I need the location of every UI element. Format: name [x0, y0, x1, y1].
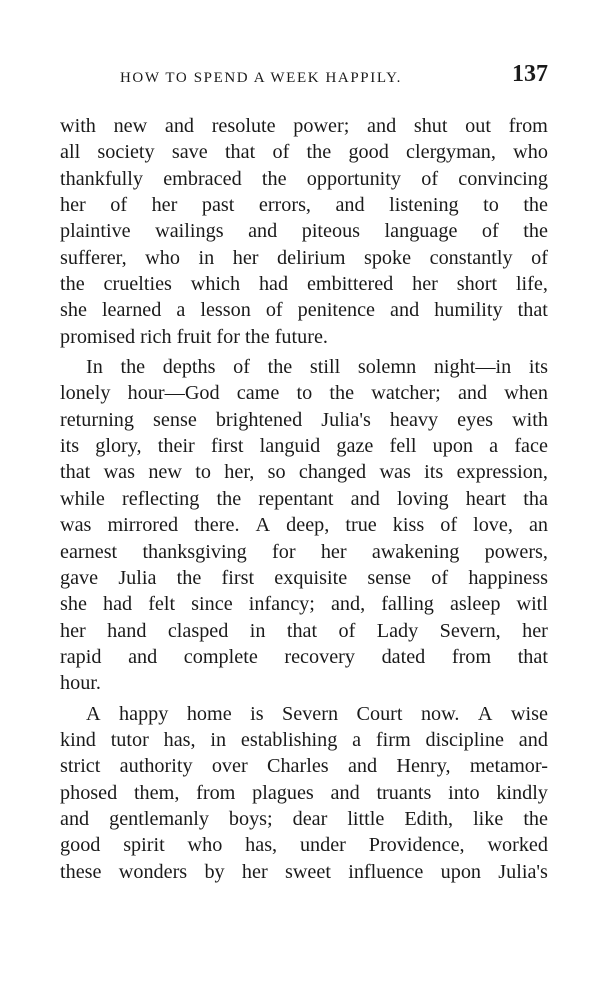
- word: home: [186, 702, 232, 725]
- word: sense: [367, 566, 412, 589]
- word: that: [60, 461, 91, 484]
- word: learned: [101, 299, 162, 322]
- word: had: [102, 593, 133, 616]
- word: in: [198, 246, 215, 269]
- word: clergyman,: [406, 141, 496, 164]
- paragraph-1: [60, 113, 548, 350]
- word: by: [204, 860, 225, 883]
- word: boys;: [228, 807, 273, 830]
- word: which: [190, 273, 241, 296]
- word: of: [233, 356, 250, 379]
- word: witl: [516, 593, 548, 616]
- word: their: [157, 435, 195, 458]
- word: brightened: [215, 408, 303, 431]
- paragraph-3: [60, 701, 548, 885]
- word: upon: [432, 435, 473, 458]
- word: embittered: [306, 273, 394, 296]
- word: the: [329, 382, 355, 405]
- word: kindly: [496, 781, 548, 804]
- word: save: [171, 141, 208, 164]
- word: true: [345, 514, 377, 537]
- word: asleep: [449, 593, 501, 616]
- text-line: [60, 459, 548, 485]
- word: Edith,: [404, 807, 454, 830]
- word: and: [350, 487, 380, 510]
- text-line: [60, 380, 548, 406]
- word: who: [187, 834, 223, 857]
- word: Severn,: [439, 619, 501, 642]
- word: to: [195, 461, 211, 484]
- page-header: [60, 58, 548, 98]
- page-number: 137: [512, 61, 548, 87]
- word: happiness: [468, 566, 548, 589]
- word: her: [412, 273, 438, 296]
- word: Henry,: [396, 755, 451, 778]
- word: all: [60, 141, 81, 164]
- word: life,: [515, 273, 548, 296]
- word: under: [299, 834, 346, 857]
- word: an: [528, 514, 548, 537]
- word: exquisite: [274, 566, 348, 589]
- word: In: [86, 356, 103, 379]
- word: Julia's: [321, 408, 371, 431]
- word: influence: [348, 860, 424, 883]
- word: Julia: [118, 566, 157, 589]
- word: society: [97, 141, 155, 164]
- word: dear: [292, 807, 328, 830]
- word: gaze: [336, 435, 374, 458]
- word: complete: [183, 645, 258, 668]
- word: spoke: [363, 246, 412, 269]
- text-line: [60, 192, 548, 218]
- word: a: [352, 728, 362, 751]
- word: short: [456, 273, 498, 296]
- word: earnest: [60, 540, 118, 563]
- word: infancy;: [248, 593, 315, 616]
- word: has,: [245, 834, 278, 857]
- word: while: [60, 487, 105, 510]
- word: her: [232, 246, 259, 269]
- word: constantly: [429, 246, 513, 269]
- word: that: [517, 645, 548, 668]
- word: the: [120, 356, 146, 379]
- word: its: [60, 435, 80, 458]
- text-line: [60, 486, 548, 512]
- word: truants: [376, 781, 432, 804]
- word: repentant: [258, 487, 334, 510]
- text-line: [60, 245, 548, 271]
- word: has,: [163, 728, 196, 751]
- word: these: [60, 860, 102, 883]
- word: opportunity: [306, 167, 401, 190]
- word: rapid: [60, 645, 102, 668]
- word: for: [272, 540, 296, 563]
- word: and: [367, 115, 397, 137]
- word: A: [477, 702, 493, 725]
- text-line: [60, 433, 548, 459]
- word: languid: [259, 435, 321, 458]
- word: her: [241, 860, 268, 883]
- word: and: [164, 115, 195, 137]
- word: sufferer,: [60, 246, 127, 269]
- word: of: [110, 194, 128, 217]
- word: listening: [389, 194, 459, 217]
- word: was: [103, 461, 135, 484]
- word: the: [176, 566, 202, 589]
- word: Charles: [266, 755, 329, 778]
- body-text: [60, 113, 548, 885]
- word: and: [457, 382, 488, 405]
- word: and: [518, 728, 548, 751]
- word: piteous: [301, 220, 361, 243]
- word: them,: [133, 781, 180, 804]
- word: A: [255, 514, 271, 537]
- word: sense: [153, 408, 197, 431]
- word: of: [481, 220, 499, 243]
- word: depths: [162, 356, 216, 379]
- word: with: [60, 115, 96, 137]
- word: dated: [381, 645, 426, 668]
- word: in: [249, 619, 266, 642]
- word: the: [261, 167, 287, 190]
- text-line: [60, 701, 548, 727]
- word: and: [60, 807, 90, 830]
- word: tutor: [110, 728, 149, 751]
- word: from: [196, 781, 236, 804]
- word: her: [60, 194, 86, 217]
- word: loving: [397, 487, 449, 510]
- word: resolute: [211, 115, 276, 137]
- word: A: [86, 702, 101, 725]
- word: who: [145, 246, 180, 269]
- text-line: promised rich fruit for the future.: [60, 325, 328, 348]
- word: good: [348, 141, 389, 164]
- word: of: [421, 167, 439, 190]
- word: in: [210, 728, 227, 751]
- word: reflecting: [122, 487, 200, 510]
- text-line: [60, 727, 548, 753]
- word: lesson: [200, 299, 251, 322]
- word: to: [483, 194, 499, 217]
- word: and: [347, 755, 378, 778]
- word: of: [272, 141, 290, 164]
- word: language: [384, 220, 458, 243]
- word: was: [379, 461, 411, 484]
- word: of: [431, 566, 449, 589]
- word: was: [60, 514, 92, 537]
- text-line: [60, 859, 548, 885]
- word: hour—God: [127, 382, 220, 405]
- word: the: [306, 141, 332, 164]
- word: with: [512, 408, 548, 431]
- word: firm: [375, 728, 411, 751]
- word: falling: [381, 593, 434, 616]
- word: when: [504, 382, 548, 405]
- word: kiss: [392, 514, 425, 537]
- word: of: [440, 514, 458, 537]
- text-line: [60, 354, 548, 380]
- word: from: [451, 645, 492, 668]
- text-line: [60, 271, 548, 297]
- word: its: [424, 461, 444, 484]
- word: eyes: [457, 408, 494, 431]
- word: the: [267, 356, 293, 379]
- word: now.: [420, 702, 460, 725]
- word: kind: [60, 728, 96, 751]
- word: since: [191, 593, 233, 616]
- word: sweet: [284, 860, 331, 883]
- word: humility: [434, 299, 503, 322]
- word: a: [489, 435, 499, 458]
- word: her,: [224, 461, 255, 484]
- text-line: [60, 618, 548, 644]
- word: Julia's: [498, 860, 548, 883]
- word: shut: [413, 115, 448, 137]
- word: cruelties: [103, 273, 172, 296]
- word: Severn: [282, 702, 339, 725]
- word: penitence: [297, 299, 376, 322]
- word: recovery: [284, 645, 355, 668]
- word: love,: [473, 514, 513, 537]
- word: of: [338, 619, 356, 642]
- word: into: [448, 781, 480, 804]
- text-line: [60, 753, 548, 779]
- word: fell: [389, 435, 417, 458]
- word: there.: [194, 514, 240, 537]
- word: Court: [356, 702, 403, 725]
- word: that: [286, 619, 318, 642]
- word: heavy: [389, 408, 439, 431]
- word: changed: [298, 461, 367, 484]
- word: wailings: [155, 220, 224, 243]
- text-line: hour.: [60, 672, 101, 695]
- word: expression,: [456, 461, 548, 484]
- word: had: [258, 273, 289, 296]
- text-line: [60, 139, 548, 165]
- word: she: [60, 299, 87, 322]
- word: felt: [148, 593, 176, 616]
- word: her: [60, 619, 86, 642]
- word: who: [513, 141, 548, 164]
- word: to: [296, 382, 313, 405]
- word: her: [151, 194, 178, 217]
- paragraph-2: [60, 354, 548, 696]
- word: metamor-: [469, 755, 548, 778]
- word: convincing: [458, 167, 548, 190]
- word: her: [320, 540, 347, 563]
- text-line: [60, 512, 548, 538]
- word: and: [390, 299, 420, 322]
- word: that: [224, 141, 256, 164]
- word: the: [523, 807, 548, 830]
- word: first: [210, 435, 244, 458]
- word: that: [517, 299, 548, 322]
- word: the: [60, 273, 85, 296]
- word: worked: [487, 834, 548, 857]
- text-line: [60, 806, 548, 832]
- word: thankfully: [60, 167, 143, 190]
- word: watcher;: [371, 382, 441, 405]
- word: over: [211, 755, 248, 778]
- word: glory,: [95, 435, 142, 458]
- text-line: [60, 407, 548, 433]
- word: thanksgiving: [142, 540, 247, 563]
- word: clasped: [167, 619, 229, 642]
- word: deep,: [286, 514, 330, 537]
- word: of: [265, 299, 283, 322]
- word: happy: [119, 702, 169, 725]
- word: her: [522, 619, 548, 642]
- text-line: [60, 780, 548, 806]
- word: discipline: [425, 728, 504, 751]
- text-line: [60, 565, 548, 591]
- running-head: HOW TO SPEND A WEEK HAPPILY.: [120, 70, 402, 86]
- word: so: [267, 461, 286, 484]
- text-line: [60, 591, 548, 617]
- word: solemn: [357, 356, 417, 379]
- word: powers,: [484, 540, 548, 563]
- text-line: [60, 113, 548, 139]
- word: Providence,: [368, 834, 465, 857]
- word: Lady: [376, 619, 419, 642]
- word: wise: [510, 702, 548, 725]
- word: gentlemanly: [109, 807, 209, 830]
- word: the: [523, 194, 548, 217]
- word: night—in: [433, 356, 512, 379]
- word: is: [250, 702, 264, 725]
- word: like: [473, 807, 504, 830]
- word: the: [216, 487, 242, 510]
- word: new: [148, 461, 182, 484]
- word: awakening: [371, 540, 460, 563]
- word: upon: [440, 860, 481, 883]
- word: embraced: [163, 167, 242, 190]
- word: authority: [119, 755, 193, 778]
- word: and: [128, 645, 158, 668]
- text-line: [60, 297, 548, 323]
- word: establishing: [240, 728, 338, 751]
- word: face: [514, 435, 548, 458]
- word: errors,: [258, 194, 311, 217]
- word: plaintive: [60, 220, 131, 243]
- word: wonders: [118, 860, 188, 883]
- word: spirit: [123, 834, 165, 857]
- word: delirium: [277, 246, 346, 269]
- word: came: [236, 382, 280, 405]
- word: from: [508, 115, 548, 137]
- word: returning: [60, 408, 134, 431]
- word: and: [248, 220, 278, 243]
- text-line: [60, 644, 548, 670]
- word: lonely: [60, 382, 111, 405]
- word: hand: [107, 619, 147, 642]
- word: little: [347, 807, 385, 830]
- word: gave: [60, 566, 99, 589]
- word: and: [335, 194, 365, 217]
- word: and,: [330, 593, 366, 616]
- word: tha: [523, 487, 548, 510]
- word: past: [201, 194, 235, 217]
- word: new: [113, 115, 148, 137]
- word: out: [465, 115, 491, 137]
- word: plagues: [252, 781, 314, 804]
- word: and: [330, 781, 360, 804]
- word: a: [176, 299, 186, 322]
- word: first: [221, 566, 255, 589]
- word: she: [60, 593, 87, 616]
- text-line: [60, 832, 548, 858]
- word: its: [528, 356, 548, 379]
- word: phosed: [60, 781, 118, 804]
- word: still: [309, 356, 341, 379]
- word: power;: [293, 115, 350, 137]
- word: good: [60, 834, 101, 857]
- text-line: [60, 218, 548, 244]
- word: strict: [60, 755, 101, 778]
- text-line: [60, 166, 548, 192]
- text-line: [60, 539, 548, 565]
- word: heart: [465, 487, 507, 510]
- word: of: [531, 246, 548, 269]
- word: the: [523, 220, 548, 243]
- word: mirrored: [107, 514, 179, 537]
